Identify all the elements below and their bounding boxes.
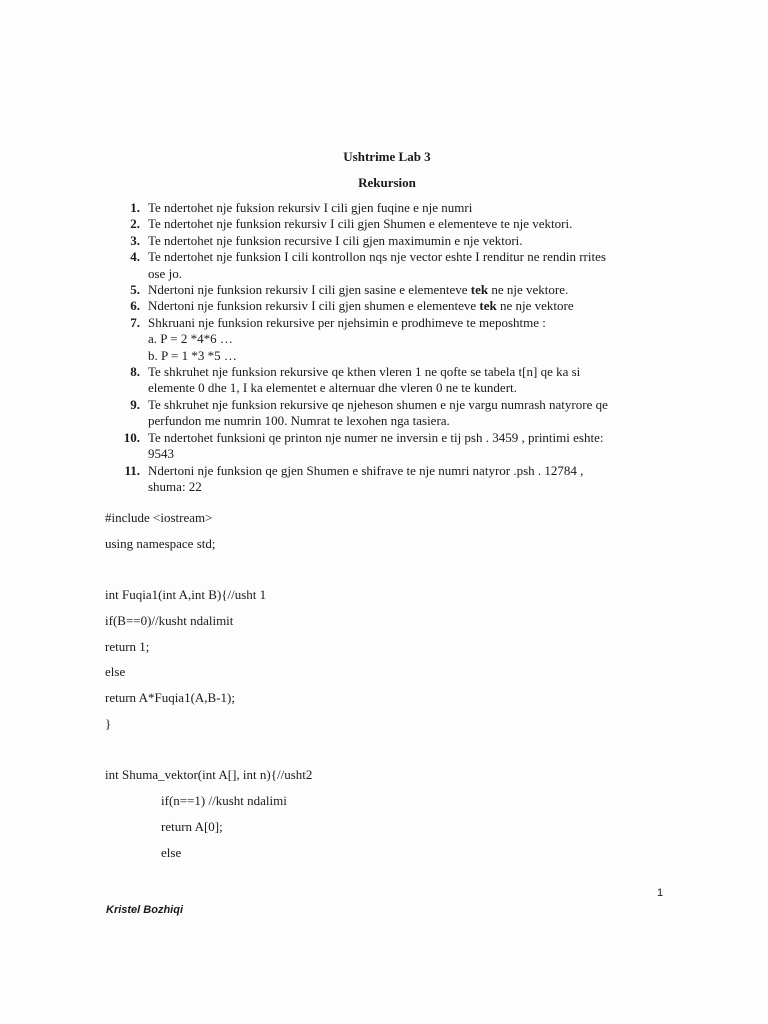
exercise-item xyxy=(122,200,682,216)
exercise-text-continued: shuma: 22 xyxy=(148,478,202,494)
exercise-subitem-a: a. P = 2 *4*6 … xyxy=(148,331,233,347)
exercise-item xyxy=(122,282,682,298)
exercise-emphasis: tek xyxy=(479,298,497,314)
exercise-item xyxy=(122,216,682,232)
exercise-number: 2. xyxy=(130,216,140,232)
footer-author: Kristel Bozhiqi xyxy=(106,904,184,916)
exercise-text xyxy=(148,298,682,314)
code-line: else xyxy=(161,845,182,860)
code-line: return 1; xyxy=(105,639,150,654)
exercise-text: Te shkruhet nje funksion rekursive qe njeheson shumen e nje vargu numrash natyrore qe xyxy=(148,396,608,412)
code-line: return A[0]; xyxy=(161,819,223,834)
code-line: int Shuma_vektor(int A[], int n){//usht2 xyxy=(105,767,313,782)
code-line: return A*Fuqia1(A,B-1); xyxy=(105,690,235,705)
exercise-text: Te ndertohet nje funksion I cili kontrollon nqs nje vector eshte I renditur ne rendin rrites xyxy=(148,249,606,265)
exercise-text: Te ndertohet funksioni qe printon nje numer ne inversin e tij psh . 3459 , printimi eshte: xyxy=(148,429,604,445)
code-line: if(B==0)//kusht ndalimit xyxy=(105,613,234,628)
exercise-text: Te ndertohet nje funksion recursive I cili gjen maximumin e nje vektori. xyxy=(148,232,523,248)
document-subtitle: Rekursion xyxy=(358,175,416,190)
code-line: else xyxy=(105,664,126,679)
exercise-number: 6. xyxy=(130,298,140,314)
exercise-text-continued: ose jo. xyxy=(148,265,182,281)
exercise-text-start: Ndertoni nje funksion rekursiv I cili gjen sasine e elementeve xyxy=(148,282,471,298)
exercise-number: 7. xyxy=(130,314,140,330)
exercise-number: 11. xyxy=(124,462,140,478)
exercise-text-continued: 9543 xyxy=(148,446,174,462)
exercise-text: Te shkruhet nje funksion rekursive qe kthen vleren 1 ne qofte se tabela t[n] qe ka si xyxy=(148,364,581,380)
exercise-number: 3. xyxy=(130,232,140,248)
exercise-list xyxy=(122,200,682,495)
exercise-number: 5. xyxy=(130,282,140,298)
exercise-number: 10. xyxy=(123,429,140,445)
code-line: if(n==1) //kusht ndalimi xyxy=(161,793,287,808)
exercise-item xyxy=(122,233,682,249)
page-number: 1 xyxy=(657,887,664,899)
exercise-text: Shkruani nje funksion rekursive per njehsimin e prodhimeve te meposhtme : xyxy=(148,314,546,330)
exercise-item xyxy=(122,298,682,314)
code-line: int Fuqia1(int A,int B){//usht 1 xyxy=(105,587,267,602)
exercise-text-continued: elemente 0 dhe 1, I ka elementet e alternuar dhe vleren 0 ne te kundert. xyxy=(148,380,517,396)
document-title: Ushtrime Lab 3 xyxy=(343,149,431,164)
exercise-text: Te ndertohet nje fuksion rekursiv I cili gjen fuqine e nje numri xyxy=(148,200,473,215)
code-line: #include <iostream> xyxy=(105,510,213,525)
exercise-text xyxy=(148,282,682,298)
exercise-text: Te ndertohet nje funksion rekursiv I cili gjen Shumen e elementeve te nje vektori. xyxy=(148,216,573,232)
exercise-number: 9. xyxy=(130,396,140,412)
exercise-item xyxy=(122,430,682,463)
exercise-number: 8. xyxy=(130,364,140,380)
exercise-text-end: ne nje vektore. xyxy=(488,282,569,298)
exercise-emphasis: tek xyxy=(470,282,489,298)
exercise-text-end: ne nje vektore xyxy=(496,298,574,314)
exercise-item xyxy=(122,315,682,364)
exercise-number: 4. xyxy=(130,249,140,265)
exercise-item xyxy=(122,397,682,430)
exercise-text-start: Ndertoni nje funksion rekursiv I cili gjen shumen e elementeve xyxy=(148,298,480,314)
exercise-item xyxy=(122,463,682,496)
exercise-item xyxy=(122,364,682,397)
exercise-item xyxy=(122,249,682,282)
exercise-subitem-b: b. P = 1 *3 *5 … xyxy=(148,347,237,363)
exercise-text-continued: perfundon me numrin 100. Numrat te lexohen nga tasiera. xyxy=(148,413,450,429)
code-line: using namespace std; xyxy=(105,536,216,551)
exercise-text: Ndertoni nje funksion qe gjen Shumen e shifrave te nje numri natyror .psh . 12784 , xyxy=(148,462,584,478)
code-line: } xyxy=(105,716,112,731)
exercise-number: 1. xyxy=(130,200,140,215)
